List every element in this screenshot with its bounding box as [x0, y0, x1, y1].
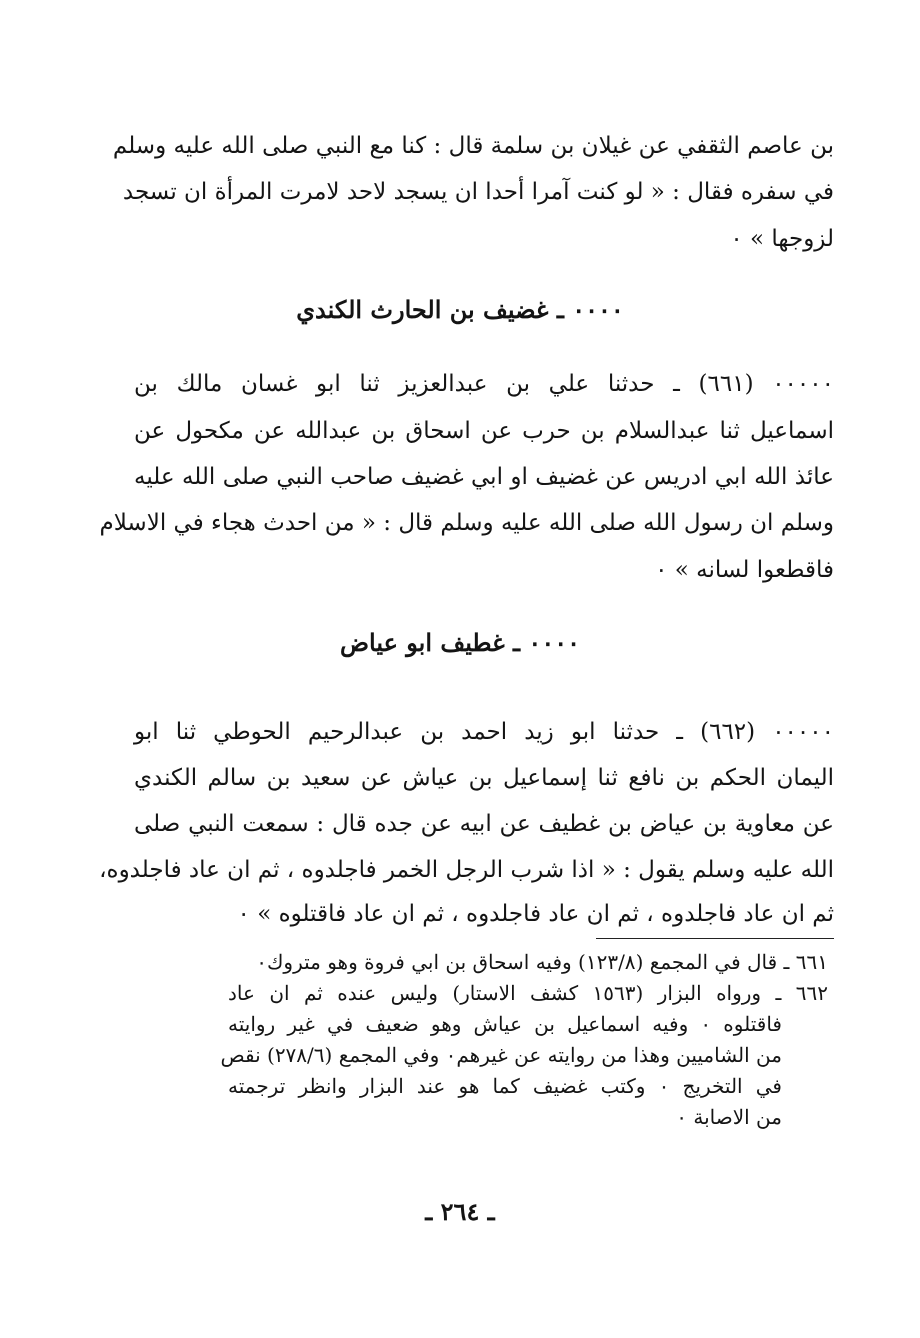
footnote-line: من الشاميين وهذا من روايته عن غيرهم٠ وفي المجمع (٢٧٨/٦) نقص	[220, 1043, 782, 1067]
text-line: ٠٠٠٠٠ (٦٦٢) ـ حدثنا ابو زيد احمد بن عبدالرحيم الحوطي ثنا ابو	[134, 719, 834, 745]
footnote-line: فاقتلوه ٠ وفيه اسماعيل بن عياش وهو ضعيف في غير روايته	[228, 1012, 782, 1036]
text-line: لزوجها » ٠	[730, 226, 834, 252]
text-line: اسماعيل ثنا عبدالسلام بن حرب عن اسحاق بن عبدالله عن مكحول عن	[134, 418, 834, 444]
text-line: اليمان الحكم بن نافع ثنا إسماعيل بن عياش عن سعيد بن سالم الكندي	[134, 765, 834, 791]
page-number: ـ ٢٦٤ ـ	[425, 1197, 495, 1226]
text-line: فاقطعوا لسانه » ٠	[655, 557, 834, 583]
text-line: بن عاصم الثقفي عن غيلان بن سلمة قال : كنا مع النبي صلى الله عليه وسلم	[112, 133, 834, 159]
text-line: وسلم ان رسول الله صلى الله عليه وسلم قال : « من احدث هجاء في الاسلام	[99, 510, 834, 536]
text-line: الله عليه وسلم يقول : « اذا شرب الرجل الخمر فاجلدوه ، ثم ان عاد فاجلدوه،	[99, 857, 834, 883]
text-line: في سفره فقال : « لو كنت آمرا أحدا ان يسجد لاحد لامرت المرأة ان تسجد	[122, 179, 834, 205]
footnote-line: في التخريج ٠ وكتب غضيف كما هو عند البزار وانظر ترجمته	[228, 1074, 782, 1098]
text-line: عن معاوية بن عياض بن غطيف عن ابيه عن جده قال : سمعت النبي صلى	[134, 811, 834, 837]
text-line: ٠٠٠٠٠ (٦٦١) ـ حدثنا علي بن عبدالعزيز ثنا ابو غسان مالك بن	[134, 371, 834, 397]
footnote-line: ٦٦١ ـ قال في المجمع (١٢٣/٨) وفيه اسحاق بن ابي فروة وهو متروك٠	[256, 950, 828, 974]
footnote-separator	[596, 938, 834, 939]
footnote-line: ٦٦٢ ـ ورواه البزار (١٥٦٣ كشف الاستار) وليس عنده ثم ان عاد	[228, 981, 828, 1005]
text-line: عائذ الله ابي ادريس عن غضيف او ابي غضيف صاحب النبي صلى الله عليه	[134, 464, 834, 490]
footnote-line: من الاصابة ٠	[676, 1105, 782, 1129]
section-heading: ٠٠٠٠ ـ غطيف ابو عياض	[340, 628, 580, 657]
text-line: ثم ان عاد فاجلدوه ، ثم ان عاد فاجلدوه ، ثم ان عاد فاقتلوه » ٠	[237, 901, 834, 927]
section-heading: ٠٠٠٠ ـ غضيف بن الحارث الكندي	[296, 295, 624, 324]
